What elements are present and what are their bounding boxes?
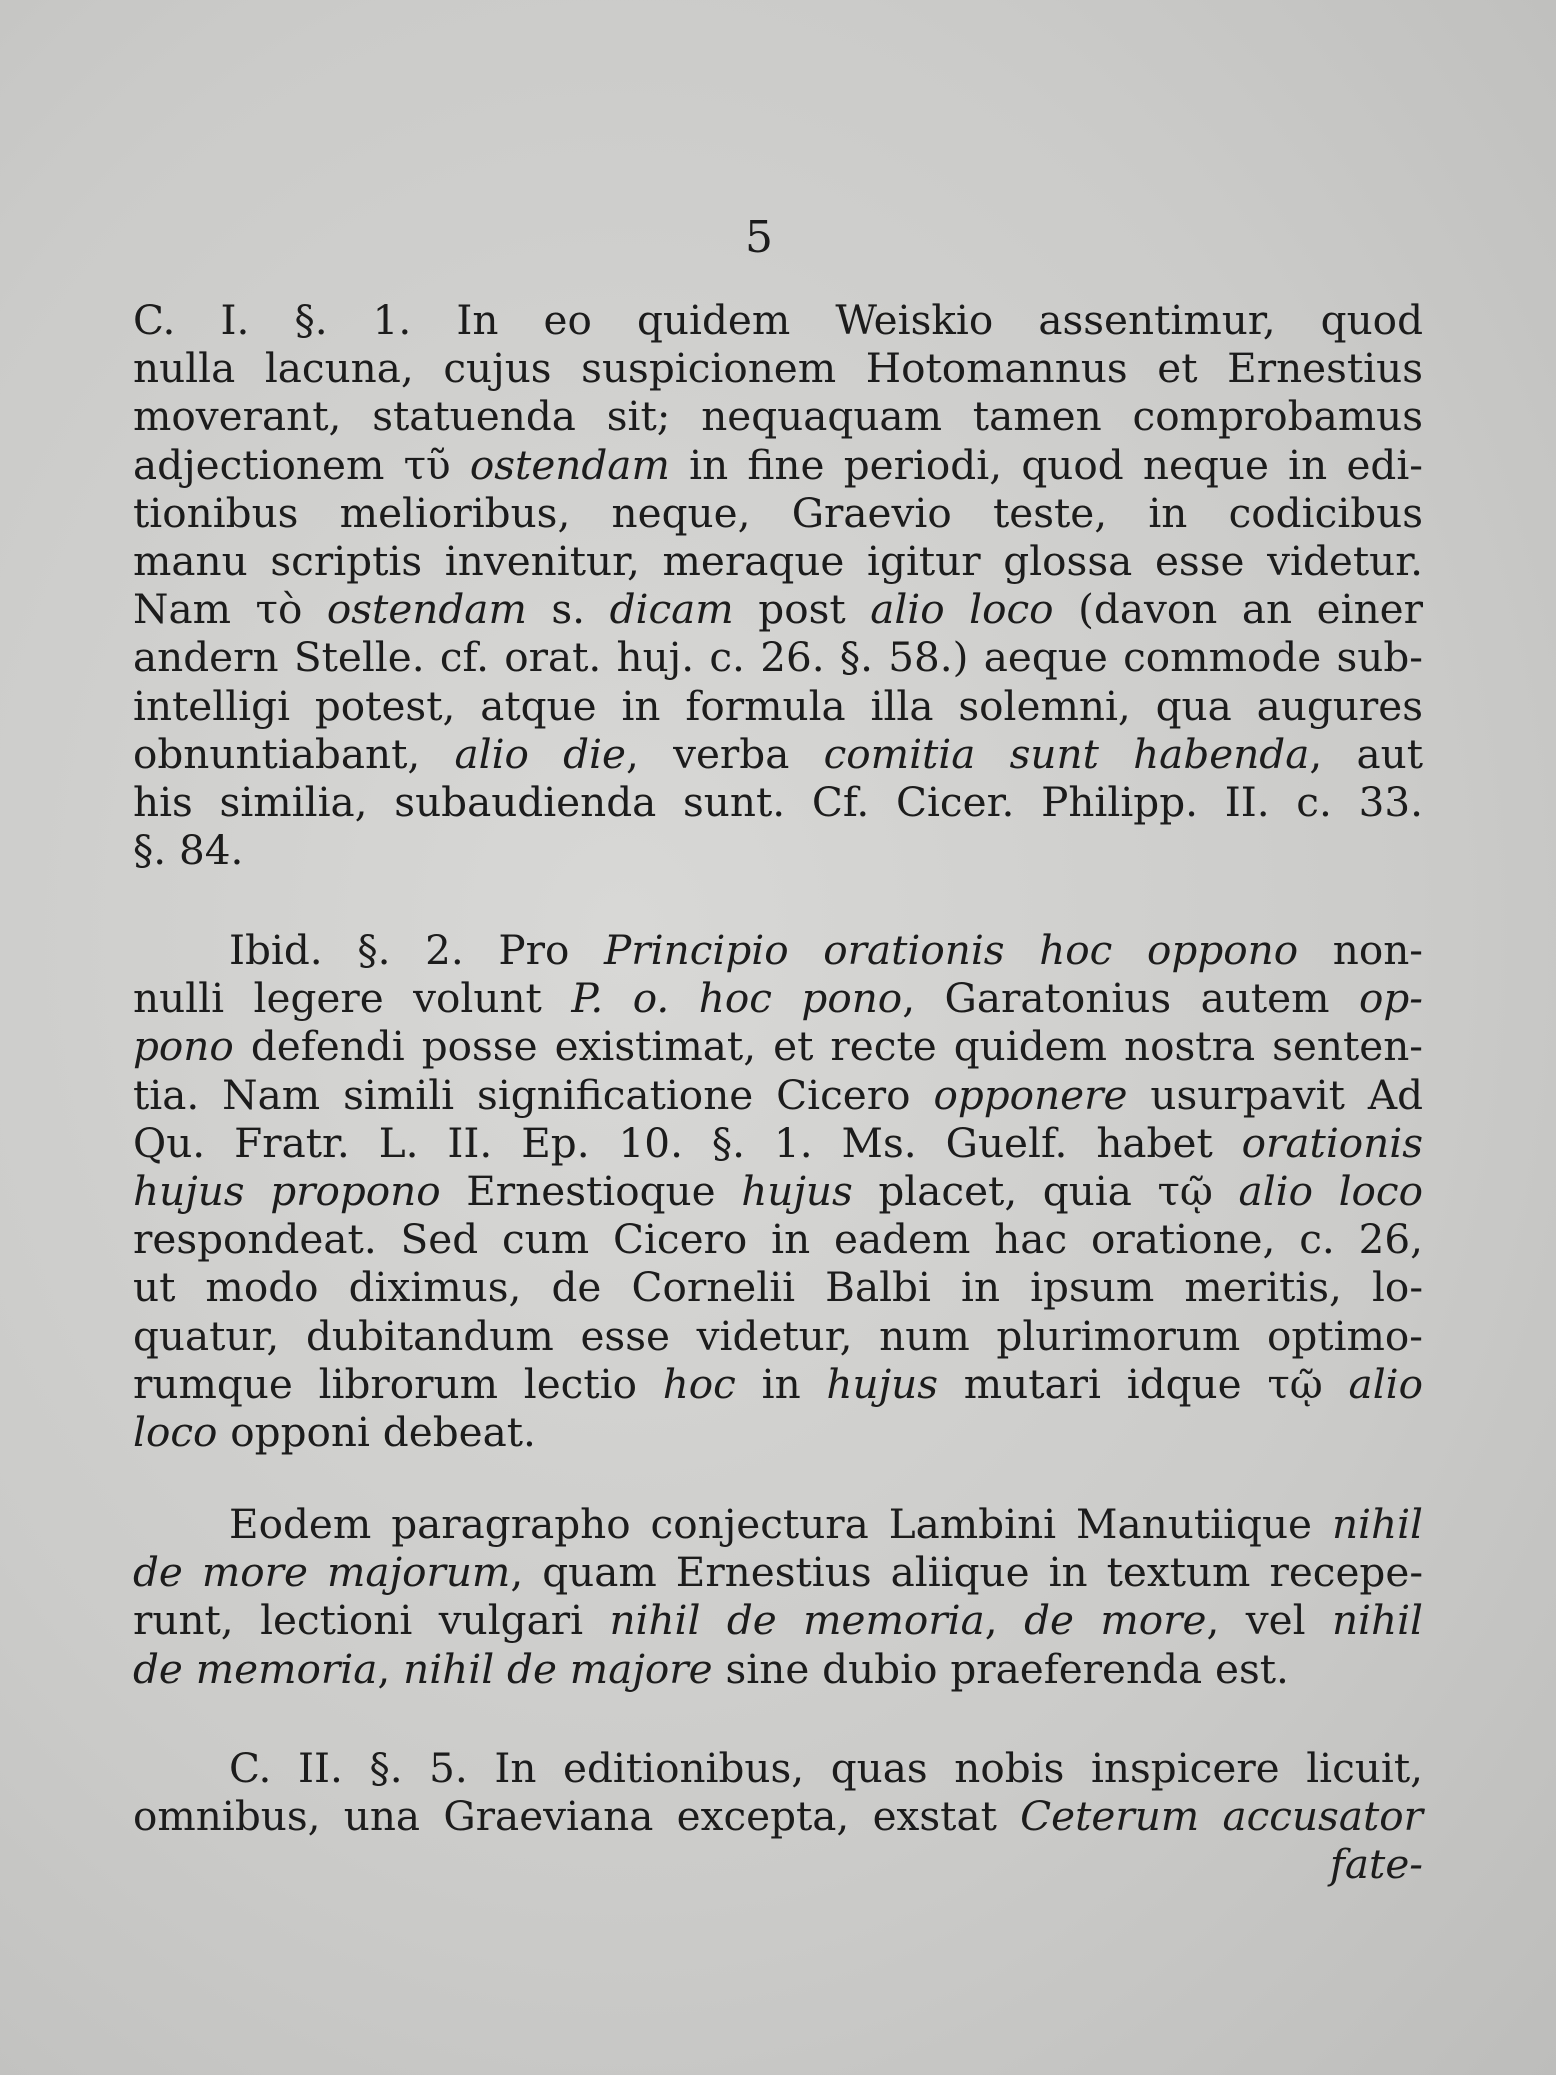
italic-text: Ceterum accusator: [1020, 1792, 1423, 1841]
text-line: [133, 1167, 1423, 1215]
text-segment: intelligi potest, atque in formula illa solemni, qua augures: [133, 681, 1423, 730]
text-line: [133, 730, 1423, 778]
text-line: [133, 537, 1423, 585]
text-segment: , quam Ernestius aliique in textum recepe-: [510, 1548, 1424, 1597]
text-line: [133, 1792, 1423, 1840]
text-segment: , vel: [1206, 1596, 1332, 1645]
text-segment: usurpavit Ad: [1127, 1070, 1423, 1119]
text-segment: moverant, statuenda sit; nequaquam tamen comprobamus: [133, 392, 1423, 441]
text-segment: , aut: [1309, 729, 1423, 778]
text-segment: non-: [1298, 926, 1423, 974]
text-line: [133, 296, 1423, 344]
text-segment: respondeat. Sed cum Cicero in eadem hac oratione, c. 26,: [133, 1215, 1423, 1264]
text-segment: quatur, dubitandum esse videtur, num plurimorum optimo-: [133, 1311, 1423, 1360]
italic-text: alio loco: [1238, 1167, 1423, 1216]
italic-text: opponere: [933, 1070, 1128, 1119]
text-line: [133, 1312, 1423, 1360]
paragraph-eodem-paragrapho: [133, 1500, 1423, 1693]
text-line: [133, 1548, 1423, 1596]
italic-text: hujus: [826, 1359, 939, 1408]
text-line: [133, 778, 1423, 826]
text-segment: runt, lectioni vulgari: [133, 1596, 610, 1645]
text-segment: in fine periodi, quod neque in edi-: [669, 440, 1423, 489]
text-line: [133, 1645, 1423, 1693]
text-segment: nulla lacuna, cujus suspicionem Hotomannus et Ernestius: [133, 344, 1423, 393]
text-segment: in: [735, 1359, 827, 1408]
italic-text: nihil de memoria: [609, 1596, 985, 1645]
text-segment: his similia, subaudienda sunt. Cf. Cicer. Philipp. II. c. 33.: [133, 778, 1423, 827]
italic-text: de memoria: [133, 1644, 378, 1693]
italic-text: Principio orationis hoc oppono: [604, 926, 1299, 974]
italic-text: nihil: [1331, 1596, 1423, 1645]
text-line: [133, 585, 1423, 633]
text-segment: manu scriptis invenitur, meraque igitur glossa esse videtur.: [133, 537, 1423, 586]
text-segment: C. I. §. 1. In eo quidem Weiskio assentimur, quod: [133, 296, 1423, 344]
text-segment: obnuntiabant,: [133, 729, 455, 778]
text-segment: ut modo diximus, de Cornelii Balbi in ipsum meritis, lo-: [133, 1263, 1423, 1312]
text-segment: Qu. Fratr. L. II. Ep. 10. §. 1. Ms. Guelf. habet: [133, 1118, 1242, 1167]
italic-text: dicam: [609, 585, 734, 634]
text-segment: (davon an einer: [1053, 585, 1423, 634]
text-segment: §. 84.: [133, 826, 244, 875]
italic-text: loco: [133, 1408, 218, 1457]
text-line: [133, 1263, 1423, 1311]
text-line: [133, 1840, 1423, 1888]
text-segment: opponi debeat.: [217, 1408, 536, 1457]
text-line: [133, 926, 1423, 974]
text-segment: C. II. §. 5. In editionibus, quas nobis inspicere licuit,: [229, 1744, 1423, 1792]
italic-text: ostendam: [469, 440, 670, 489]
text-segment: Eodem paragrapho conjectura Lambini Manutiique: [229, 1500, 1332, 1548]
text-segment: nulli legere volunt: [133, 974, 572, 1023]
italic-text: alio loco: [870, 585, 1054, 634]
italic-text: hujus: [741, 1167, 853, 1216]
text-line: [133, 392, 1423, 440]
text-segment: tionibus melioribus, neque, Graevio teste, in codicibus: [133, 488, 1423, 537]
text-line: [133, 441, 1423, 489]
italic-text: op-: [1359, 974, 1423, 1023]
italic-text: hujus propono: [133, 1167, 441, 1216]
text-segment: tia. Nam simili significatione Cicero: [133, 1070, 934, 1119]
page-number: 5: [745, 212, 774, 263]
text-segment: post: [733, 585, 871, 634]
paragraph-c1-s1: [133, 296, 1423, 874]
text-segment: rumque librorum lectio: [133, 1359, 663, 1408]
text-segment: s.: [526, 585, 610, 634]
text-segment: ,: [984, 1596, 1025, 1645]
italic-text: P. o. hoc pono: [571, 974, 903, 1023]
italic-text: alio die: [454, 729, 626, 778]
paragraph-c2-s5: [133, 1744, 1423, 1889]
text-segment: defendi posse existimat, et recte quidem nostra senten-: [233, 1022, 1423, 1071]
text-segment: adjectionem τῦ: [133, 440, 470, 489]
text-segment: andern Stelle. cf. orat. huj. c. 26. §. 58.) aeque commode sub-: [133, 633, 1423, 682]
text-segment: , Garatonius autem: [902, 974, 1359, 1023]
text-segment: Nam τὸ: [133, 585, 327, 634]
text-line: [133, 1360, 1423, 1408]
text-line: [133, 682, 1423, 730]
italic-text: de more: [1024, 1596, 1207, 1645]
text-line: [133, 1022, 1423, 1070]
paragraph-ibid-s2: [133, 926, 1423, 1456]
text-segment: ,: [377, 1644, 404, 1693]
text-line: [133, 1744, 1423, 1792]
text-line: [133, 1596, 1423, 1644]
text-line: [133, 974, 1423, 1022]
italic-text: nihil: [1331, 1500, 1423, 1548]
text-line: [133, 1071, 1423, 1119]
text-segment: sine dubio praeferenda est.: [712, 1644, 1289, 1693]
italic-text: alio: [1348, 1359, 1423, 1408]
text-segment: , verba: [625, 729, 824, 778]
text-segment: mutari idque τῷ: [938, 1359, 1349, 1408]
text-line: [133, 489, 1423, 537]
italic-text: hoc: [662, 1359, 736, 1408]
italic-text: orationis: [1241, 1118, 1423, 1167]
text-line: [133, 1500, 1423, 1548]
text-line: [133, 826, 1423, 874]
text-line: [133, 344, 1423, 392]
text-segment: omnibus, una Graeviana excepta, exstat: [133, 1792, 1021, 1841]
text-line: [133, 633, 1423, 681]
italic-text: pono: [133, 1022, 234, 1071]
italic-text: nihil de majore: [403, 1644, 713, 1693]
text-segment: Ernestioque: [440, 1167, 742, 1216]
italic-text: comitia sunt habenda: [823, 729, 1310, 778]
text-line: [133, 1408, 1423, 1456]
italic-text: de more majorum: [133, 1548, 511, 1597]
text-segment: placet, quia τῷ: [852, 1167, 1239, 1216]
italic-text: ostendam: [326, 585, 527, 634]
text-segment: Ibid. §. 2. Pro: [229, 926, 605, 974]
text-line: [133, 1215, 1423, 1263]
italic-text: fate-: [1329, 1840, 1423, 1889]
text-line: [133, 1119, 1423, 1167]
